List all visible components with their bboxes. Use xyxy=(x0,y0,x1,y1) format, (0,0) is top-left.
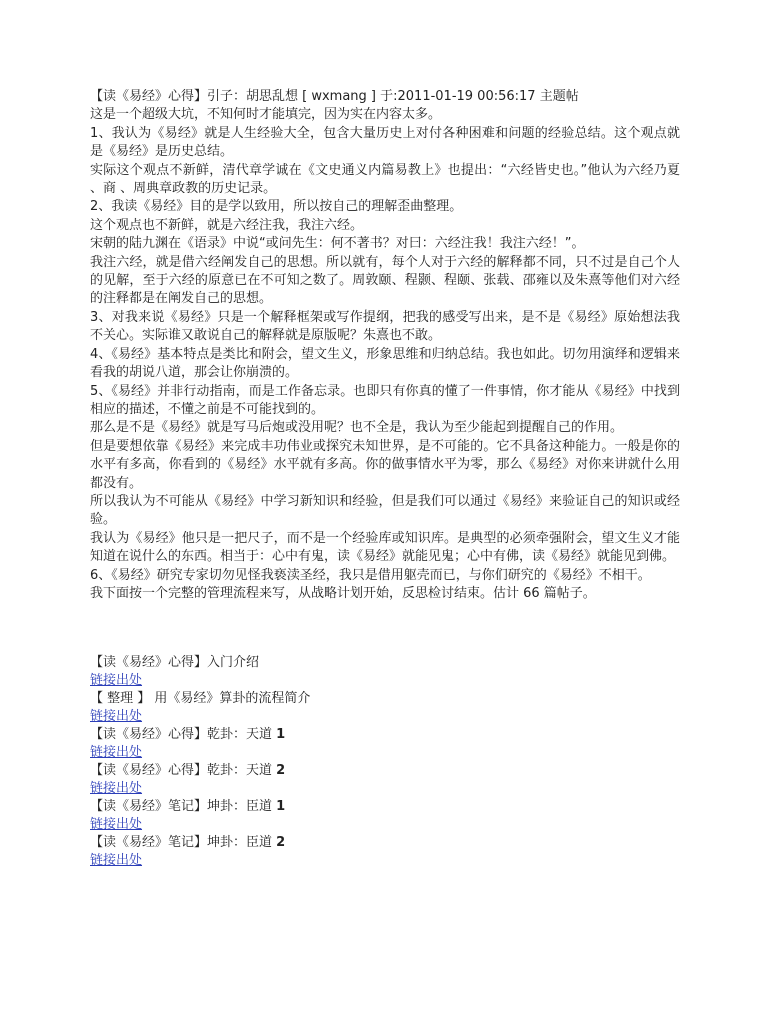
document-page xyxy=(90,88,680,870)
article-paragraph: 我认为《易经》他只是一把尺子，而不是一个经验库或知识库。是典型的必须牵强附会，望文生义才能知道在说什么的东西。相当于：心中有鬼，读《易经》就能见鬼；心中有佛，读《易经》就能见到佛。 xyxy=(90,530,680,565)
post-entry xyxy=(90,798,680,834)
post-title: 【读《易经》心得】入门介绍 xyxy=(90,655,260,671)
post-entry xyxy=(90,654,680,690)
post-entry xyxy=(90,834,680,870)
post-header: 【读《易经》心得】引子：胡思乱想 [ wxmang ] 于:2011-01-19 00:56:17 主题帖 xyxy=(90,89,579,104)
post-title: 【读《易经》心得】乾卦：天道 2 xyxy=(90,763,286,779)
post-title: 【读《易经》笔记】坤卦：臣道 2 xyxy=(90,835,286,851)
article-paragraph: 4、《易经》基本特点是类比和附会，望文生义，形象思维和归纳总结。我也如此。切勿用演绎和逻辑来看我的胡说八道，那会让你崩溃的。 xyxy=(90,346,680,381)
article-paragraph: 6、《易经》研究专家切勿见怪我亵渎圣经，我只是借用躯壳而已，与你们研究的《易经》不相干。 xyxy=(90,567,651,583)
article-paragraph: 所以我认为不可能从《易经》中学习新知识和经验，但是我们可以通过《易经》来验证自己的知识或经验。 xyxy=(90,493,680,528)
post-entry xyxy=(90,762,680,798)
article-paragraph: 实际这个观点不新鲜，清代章学诚在《文史通义内篇易教上》也提出：“六经皆史也。”他认为六经乃夏 、商 、周典章政教的历史记录。 xyxy=(90,162,680,197)
section-spacer xyxy=(90,603,680,654)
article-paragraph: 那么是不是《易经》就是写马后炮或没用呢？也不全是，我认为至少能起到提醒自己的作用。 xyxy=(90,420,624,436)
post-entry xyxy=(90,726,680,762)
article-paragraph: 1、我认为《易经》就是人生经验大全，包含大量历史上对付各种困难和问题的经验总结。这个观点就是《易经》是历史总结。 xyxy=(90,125,680,160)
source-link[interactable]: 链接出处 xyxy=(90,817,143,833)
post-title: 【读《易经》心得】乾卦：天道 1 xyxy=(90,727,286,743)
article-paragraph: 3、对我来说《易经》只是一个解释框架或写作提纲，把我的感受写出来，是不是《易经》原始想法我不关心。实际谁又敢说自己的解释就是原版呢？朱熹也不敢。 xyxy=(90,309,680,344)
article-paragraph: 2、我读《易经》目的是学以致用，所以按自己的理解歪曲整理。 xyxy=(90,199,463,215)
post-title: 【读《易经》笔记】坤卦：臣道 1 xyxy=(90,799,286,815)
article-paragraph: 宋朝的陆九渊在《语录》中说“或问先生：何不著书？对曰：六经注我！我注六经！”。 xyxy=(90,236,585,252)
source-link[interactable]: 链接出处 xyxy=(90,709,143,725)
article-body xyxy=(90,106,680,603)
article-paragraph: 这是一个超级大坑，不知何时才能填完，因为实在内容太多。 xyxy=(90,107,442,123)
article-paragraph: 但是要想依靠《易经》来完成丰功伟业或探究未知世界，是不可能的。它不具备这种能力。一般是你的水平有多高，你看到的《易经》水平就有多高。你的做事情水平为零，那么《易经》对你来讲就什么用都没有。 xyxy=(90,438,680,491)
source-link[interactable]: 链接出处 xyxy=(90,673,143,689)
source-link[interactable]: 链接出处 xyxy=(90,781,143,797)
article-paragraph: 5、《易经》并非行动指南，而是工作备忘录。也即只有你真的懂了一件事情，你才能从《易经》中找到相应的描述，不懂之前是不可能找到的。 xyxy=(90,383,680,417)
source-link[interactable]: 链接出处 xyxy=(90,745,143,761)
post-entry xyxy=(90,690,680,726)
article-paragraph: 我注六经，就是借六经阐发自己的思想。所以就有，每个人对于六经的解释都不同，只不过是自己个人的见解，至于六经的原意已在不可知之数了。周敦颐、程颢、程颐、张载、邵雍以及朱熹等他们对六经的注释都是在阐发自己的思想。 xyxy=(90,254,680,307)
source-link[interactable]: 链接出处 xyxy=(90,853,143,869)
article-paragraph: 这个观点也不新鲜，就是六经注我，我注六经。 xyxy=(90,217,364,233)
article-paragraph: 我下面按一个完整的管理流程来写，从战略计划开始，反思检讨结束。估计 66 篇帖子。 xyxy=(90,585,596,601)
post-title: 【 整理 】 用《易经》算卦的流程简介 xyxy=(90,691,311,707)
post-list xyxy=(90,654,680,870)
